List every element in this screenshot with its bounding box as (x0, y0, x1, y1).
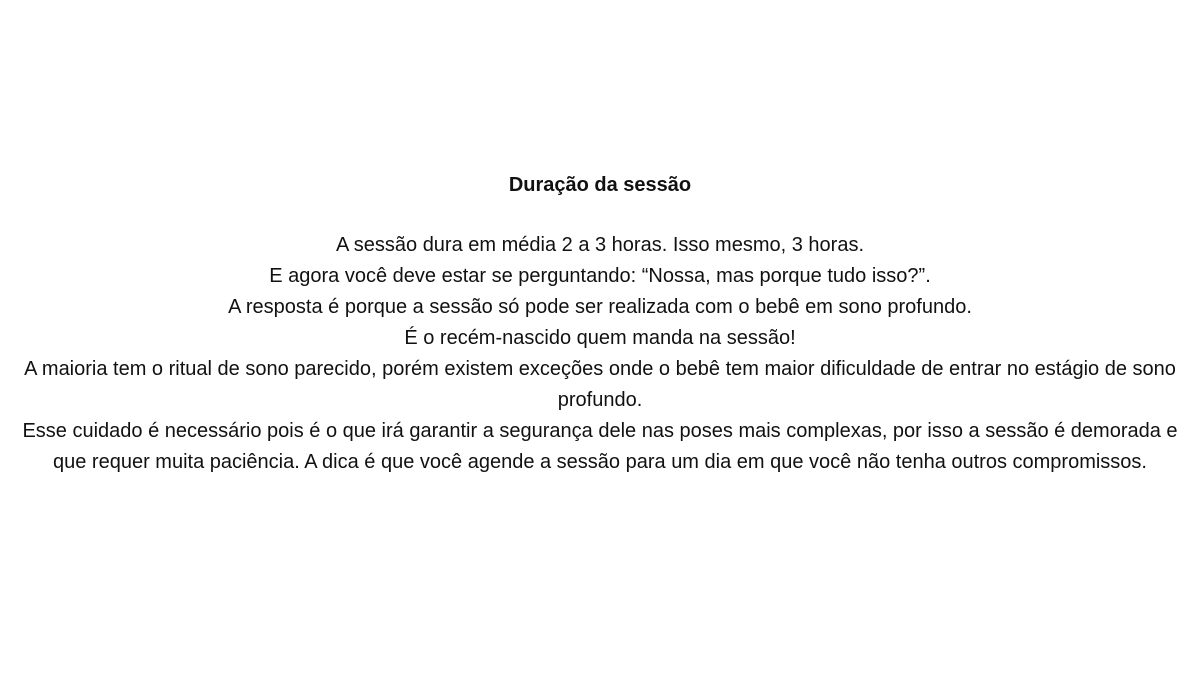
paragraph-question: E agora você deve estar se perguntando: “Nossa, mas porque tudo isso?”. (269, 265, 931, 287)
paragraph-newborn-rules: É o recém-nascido quem manda na sessão! (404, 327, 796, 349)
document-title: Duração da sessão (508, 174, 692, 196)
paragraph-answer: A resposta é porque a sessão só pode ser realizada com o bebê em sono profundo. (228, 296, 972, 318)
paragraph-sleep-ritual: A maioria tem o ritual de sono parecido, porém existem exceções onde o bebê tem maior dificuldade de entrar no estágio de sono profundo. (24, 358, 1176, 411)
paragraph-session-duration: A sessão dura em média 2 a 3 horas. Isso mesmo, 3 horas. (335, 234, 865, 256)
document-body (6, 230, 1194, 478)
paragraph-care-tip: Esse cuidado é necessário pois é o que irá garantir a segurança dele nas poses mais complexas, por isso a sessão é demorada e que requer muita paciência. A dica é que você agende a sessão para um dia em que você não tenha outros compromissos. (22, 420, 1178, 473)
